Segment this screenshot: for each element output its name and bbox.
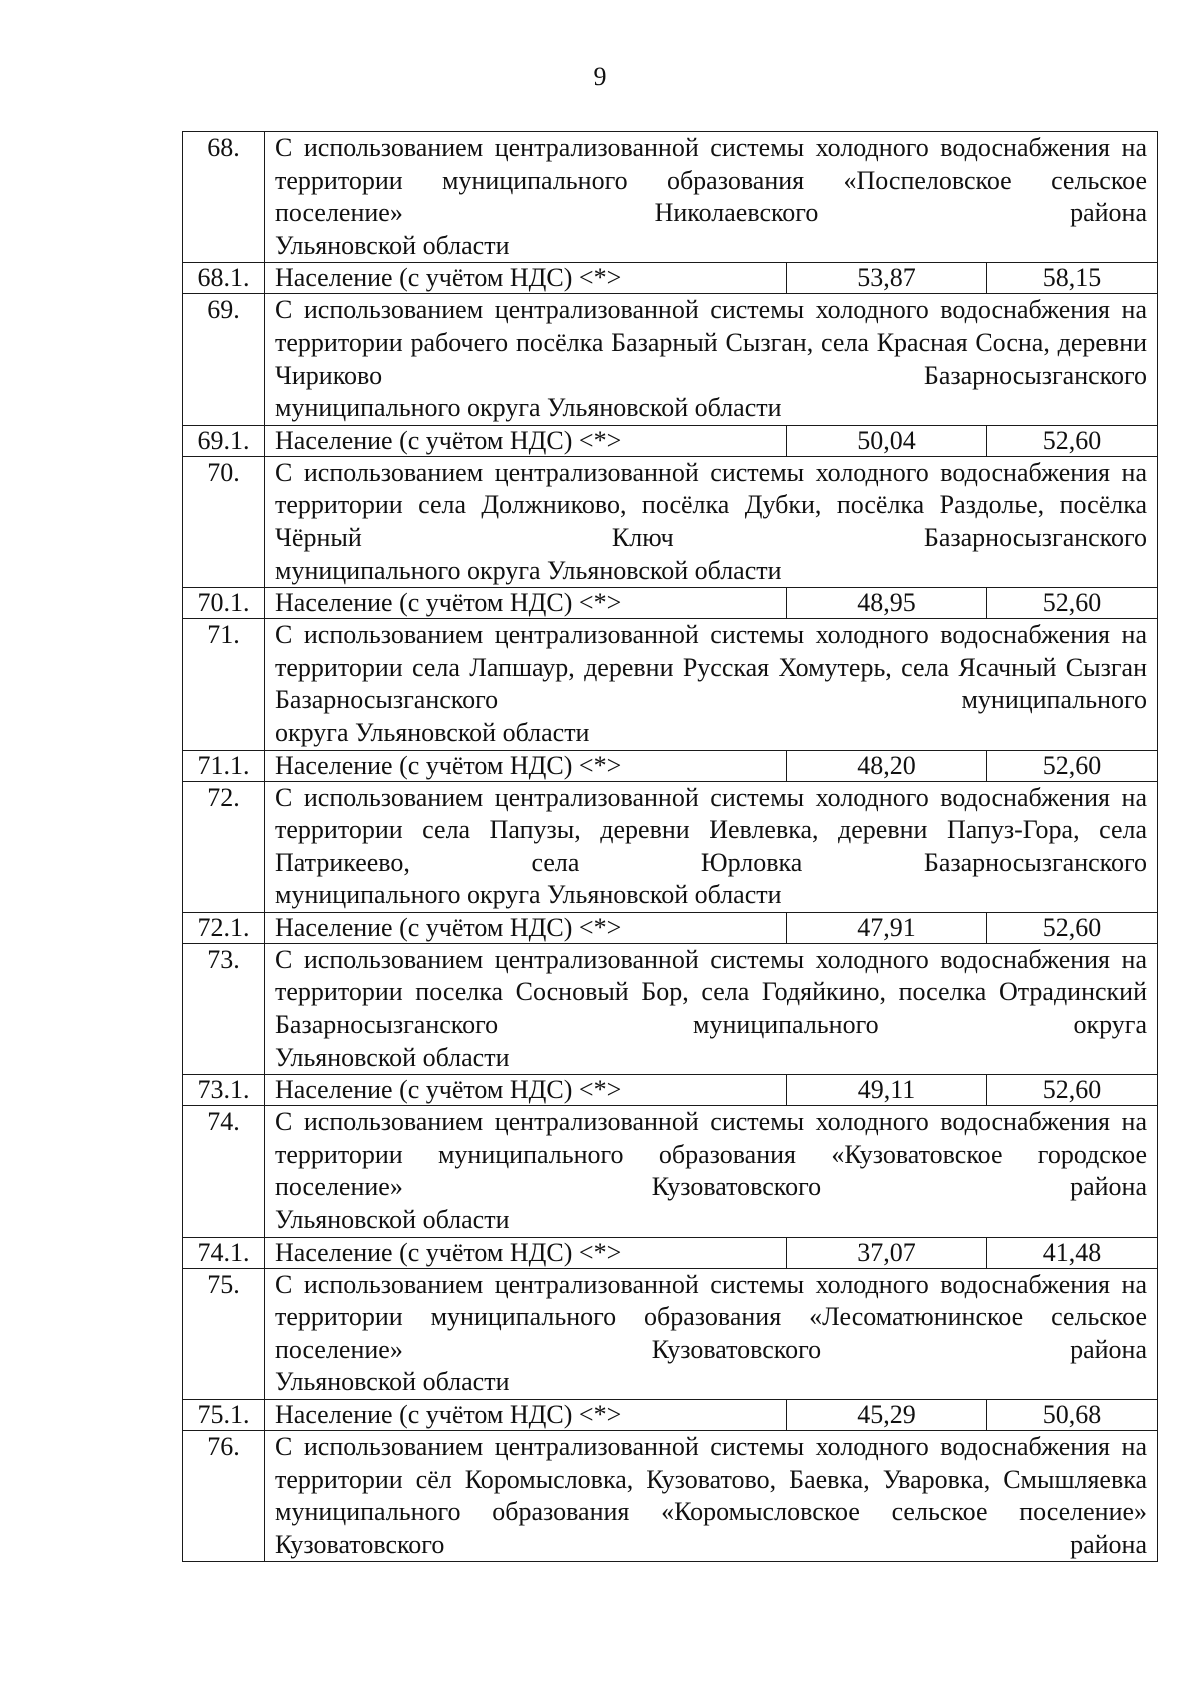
sub-number: 73.1. [183, 1075, 265, 1106]
description-last-line: округа Ульяновской области [275, 717, 590, 747]
description-line: «Коромысловское сельское поселение» Кузоватовского района [275, 1497, 1148, 1559]
description-line: Хомутерь, села Ясачный Сызган Базарносызганского муниципального [275, 652, 1148, 715]
tariff-row [183, 750, 1158, 781]
sub-number: 75.1. [183, 1400, 265, 1431]
sub-number: 72.1. [183, 912, 265, 943]
tariff-row [183, 588, 1158, 619]
description-line: «Кузоватовское городское поселение» Кузоватовского района [275, 1139, 1148, 1202]
description-last-line: Ульяновской области [275, 1367, 510, 1397]
consumer-category: Население (с учётом НДС) <*> [265, 1400, 787, 1431]
description-line: С использованием централизованной системы холодного [275, 133, 929, 162]
sub-number: 74.1. [183, 1237, 265, 1268]
tariff-value-first-period: 53,87 [787, 263, 987, 294]
section-number: 69. [183, 294, 265, 425]
section-row [183, 943, 1158, 1074]
description-line: Баевка, Уваровка, Смышляевка муниципального образования [275, 1464, 1148, 1527]
tariff-value-second-period: 50,68 [987, 1400, 1158, 1431]
section-number: 71. [183, 619, 265, 750]
section-number: 75. [183, 1268, 265, 1399]
section-row [183, 456, 1158, 587]
description-last-line: Ульяновской области [275, 230, 510, 260]
section-number: 76. [183, 1431, 265, 1562]
section-description [265, 943, 1158, 1074]
tariff-row [183, 263, 1158, 294]
section-row [183, 294, 1158, 425]
description-line: Папуз-Гора, села Патрикеево, села Юрловка Базарносызганского [275, 815, 1148, 877]
section-row [183, 1268, 1158, 1399]
section-number: 68. [183, 132, 265, 263]
description-line: С использованием централизованной системы холодного [275, 1269, 929, 1299]
page-number: 9 [593, 62, 607, 91]
tariff-value-second-period: 58,15 [987, 263, 1158, 294]
tariff-table [182, 131, 1158, 1562]
section-row [183, 132, 1158, 263]
description-line: водоснабжения на территории села Лапшаур, деревни Русская [275, 620, 1148, 682]
tariff-value-first-period: 49,11 [787, 1075, 987, 1106]
description-line: водоснабжения на территории муниципального образования [275, 1269, 1148, 1332]
description-last-line: Ульяновской области [275, 1205, 510, 1235]
description-line: С использованием централизованной системы холодного [275, 782, 929, 812]
consumer-category: Население (с учётом НДС) <*> [265, 750, 787, 781]
description-line: С использованием централизованной системы холодного [275, 295, 929, 325]
section-description [265, 456, 1158, 587]
tariff-value-second-period: 52,60 [987, 1075, 1158, 1106]
tariff-value-second-period: 52,60 [987, 912, 1158, 943]
description-line: С использованием централизованной системы холодного [275, 457, 929, 487]
description-line: водоснабжения на территории сёл Коромысловка, Кузоватово, [275, 1432, 1148, 1494]
tariff-value-first-period: 47,91 [787, 912, 987, 943]
description-line: водоснабжения на территории села Папузы, деревни Иевлевка, деревни [275, 782, 1148, 845]
description-line: водоснабжения на территории поселка Сосновый Бор, села Годяйкино, [275, 944, 1148, 1007]
tariff-row [183, 425, 1158, 456]
section-description [265, 1431, 1158, 1562]
sub-number: 68.1. [183, 263, 265, 294]
consumer-category: Население (с учётом НДС) <*> [265, 912, 787, 943]
consumer-category: Население (с учётом НДС) <*> [265, 1237, 787, 1268]
section-row [183, 1106, 1158, 1237]
description-last-line: муниципального округа Ульяновской области [275, 880, 782, 910]
tariff-row [183, 912, 1158, 943]
tariff-value-first-period: 50,04 [787, 425, 987, 456]
tariff-value-first-period: 37,07 [787, 1237, 987, 1268]
section-description [265, 619, 1158, 750]
section-description [265, 781, 1158, 912]
description-line: С использованием централизованной системы холодного [275, 1432, 929, 1461]
consumer-category: Население (с учётом НДС) <*> [265, 588, 787, 619]
sub-number: 71.1. [183, 750, 265, 781]
tariff-row [183, 1075, 1158, 1106]
description-line: водоснабжения на территории муниципального образования [275, 133, 1148, 195]
tariff-value-second-period: 52,60 [987, 588, 1158, 619]
description-line: водоснабжения на территории села Должниково, посёлка Дубки, [275, 457, 1148, 520]
section-description [265, 294, 1158, 425]
tariff-value-first-period: 48,95 [787, 588, 987, 619]
tariff-table-body [183, 132, 1158, 1562]
description-line: посёлка Раздолье, посёлка Чёрный Ключ Базарносызганского [275, 490, 1148, 552]
tariff-value-first-period: 48,20 [787, 750, 987, 781]
description-line: С использованием централизованной системы холодного [275, 1107, 929, 1137]
description-line: «Поспеловское сельское поселение» Николаевского района [275, 165, 1148, 228]
sub-number: 69.1. [183, 425, 265, 456]
tariff-value-second-period: 52,60 [987, 750, 1158, 781]
tariff-row [183, 1237, 1158, 1268]
description-line: водоснабжения на территории муниципального образования [275, 1107, 1148, 1169]
consumer-category: Население (с учётом НДС) <*> [265, 425, 787, 456]
description-last-line: муниципального округа Ульяновской области [275, 393, 782, 423]
section-row [183, 619, 1158, 750]
description-line: поселка Отрадинский Базарносызганского муниципального округа [275, 977, 1148, 1040]
tariff-value-second-period: 52,60 [987, 425, 1158, 456]
description-line: Красная Сосна, деревни Чириково Базарносызганского [275, 327, 1148, 390]
section-row [183, 781, 1158, 912]
tariff-value-first-period: 45,29 [787, 1400, 987, 1431]
description-line: С использованием централизованной системы холодного [275, 620, 929, 650]
consumer-category: Население (с учётом НДС) <*> [265, 1075, 787, 1106]
section-description [265, 1268, 1158, 1399]
section-number: 72. [183, 781, 265, 912]
section-number: 70. [183, 456, 265, 587]
description-line: С использованием централизованной системы холодного [275, 944, 929, 974]
section-number: 73. [183, 943, 265, 1074]
section-description [265, 1106, 1158, 1237]
description-last-line: Ульяновской области [275, 1042, 510, 1072]
description-last-line: муниципального округа Ульяновской области [275, 555, 782, 585]
consumer-category: Население (с учётом НДС) <*> [265, 263, 787, 294]
sub-number: 70.1. [183, 588, 265, 619]
tariff-value-second-period: 41,48 [987, 1237, 1158, 1268]
section-description [265, 132, 1158, 263]
description-line: водоснабжения на территории рабочего посёлка Базарный Сызган, села [275, 295, 1148, 357]
description-line: «Лесоматюнинское сельское поселение» Кузоватовского района [275, 1302, 1148, 1364]
tariff-row [183, 1400, 1158, 1431]
section-row [183, 1431, 1158, 1562]
section-number: 74. [183, 1106, 265, 1237]
